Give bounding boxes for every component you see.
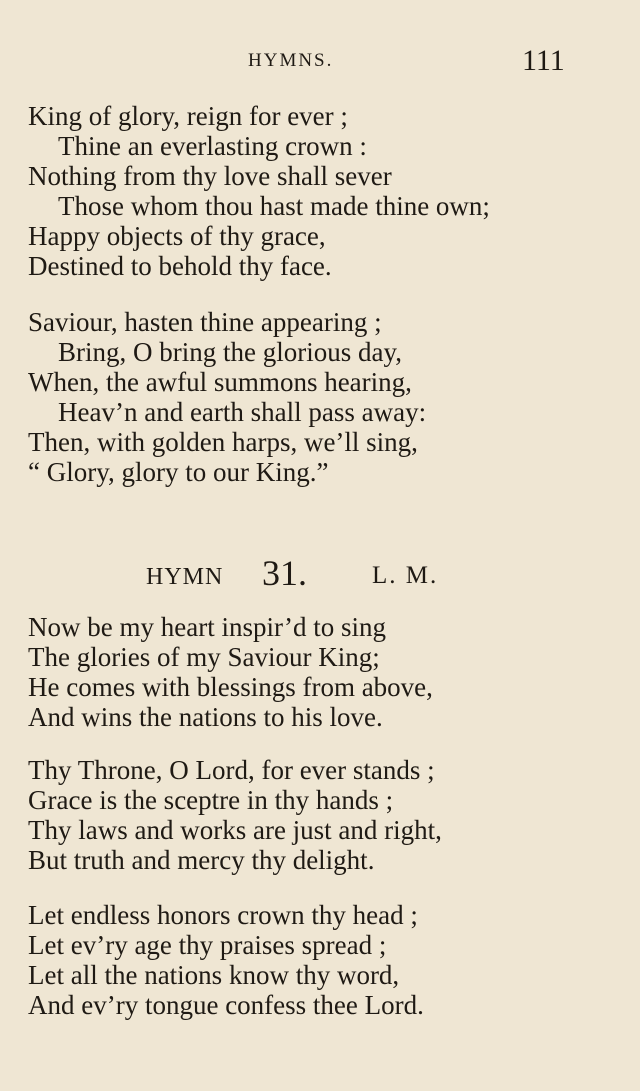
verse-line: Bring, O bring the glorious day, [58, 337, 402, 367]
verse-line: Heav’n and earth shall pass away: [58, 397, 427, 427]
verse-line: But truth and mercy thy delight. [28, 845, 375, 875]
stanza-2 [28, 307, 628, 487]
verse-line: Thy laws and works are just and right, [28, 815, 442, 845]
hymn-heading [0, 552, 640, 596]
hymn-label: HYMN [146, 564, 224, 590]
verse-line: The glories of my Saviour King; [28, 642, 380, 672]
verse-line: “ Glory, glory to our King.” [28, 457, 329, 487]
stanza-3 [28, 612, 628, 732]
verse-line: And wins the nations to his love. [28, 702, 383, 732]
verse-line: Thine an everlasting crown : [58, 131, 367, 161]
running-title: HYMNS. [248, 50, 334, 71]
verse-line: Saviour, hasten thine appearing ; [28, 307, 382, 337]
stanza-5 [28, 900, 628, 1020]
verse-line: King of glory, reign for ever ; [28, 101, 348, 131]
verse-line: Nothing from thy love shall sever [28, 161, 392, 191]
verse-line: Destined to behold thy face. [28, 251, 332, 281]
hymn-number: 31. [262, 553, 307, 593]
verse-line: And ev’ry tongue confess thee Lord. [28, 990, 424, 1020]
verse-line: When, the awful summons hearing, [28, 367, 412, 397]
verse-line: Now be my heart inspir’d to sing [28, 612, 386, 642]
verse-line: Happy objects of thy grace, [28, 221, 326, 251]
verse-line: Let ev’ry age thy praises spread ; [28, 930, 387, 960]
verse-line: Let endless honors crown thy head ; [28, 900, 418, 930]
running-head [0, 44, 640, 78]
hymn-meter: L. M. [372, 562, 439, 589]
stanza-1 [28, 101, 628, 281]
page-number: 111 [522, 44, 565, 77]
verse-line: Then, with golden harps, we’ll sing, [28, 427, 418, 457]
verse-line: He comes with blessings from above, [28, 672, 433, 702]
verse-line: Thy Throne, O Lord, for ever stands ; [28, 755, 435, 785]
verse-line: Those whom thou hast made thine own; [58, 191, 490, 221]
verse-line: Let all the nations know thy word, [28, 960, 400, 990]
verse-line: Grace is the sceptre in thy hands ; [28, 785, 394, 815]
stanza-4 [28, 755, 628, 875]
